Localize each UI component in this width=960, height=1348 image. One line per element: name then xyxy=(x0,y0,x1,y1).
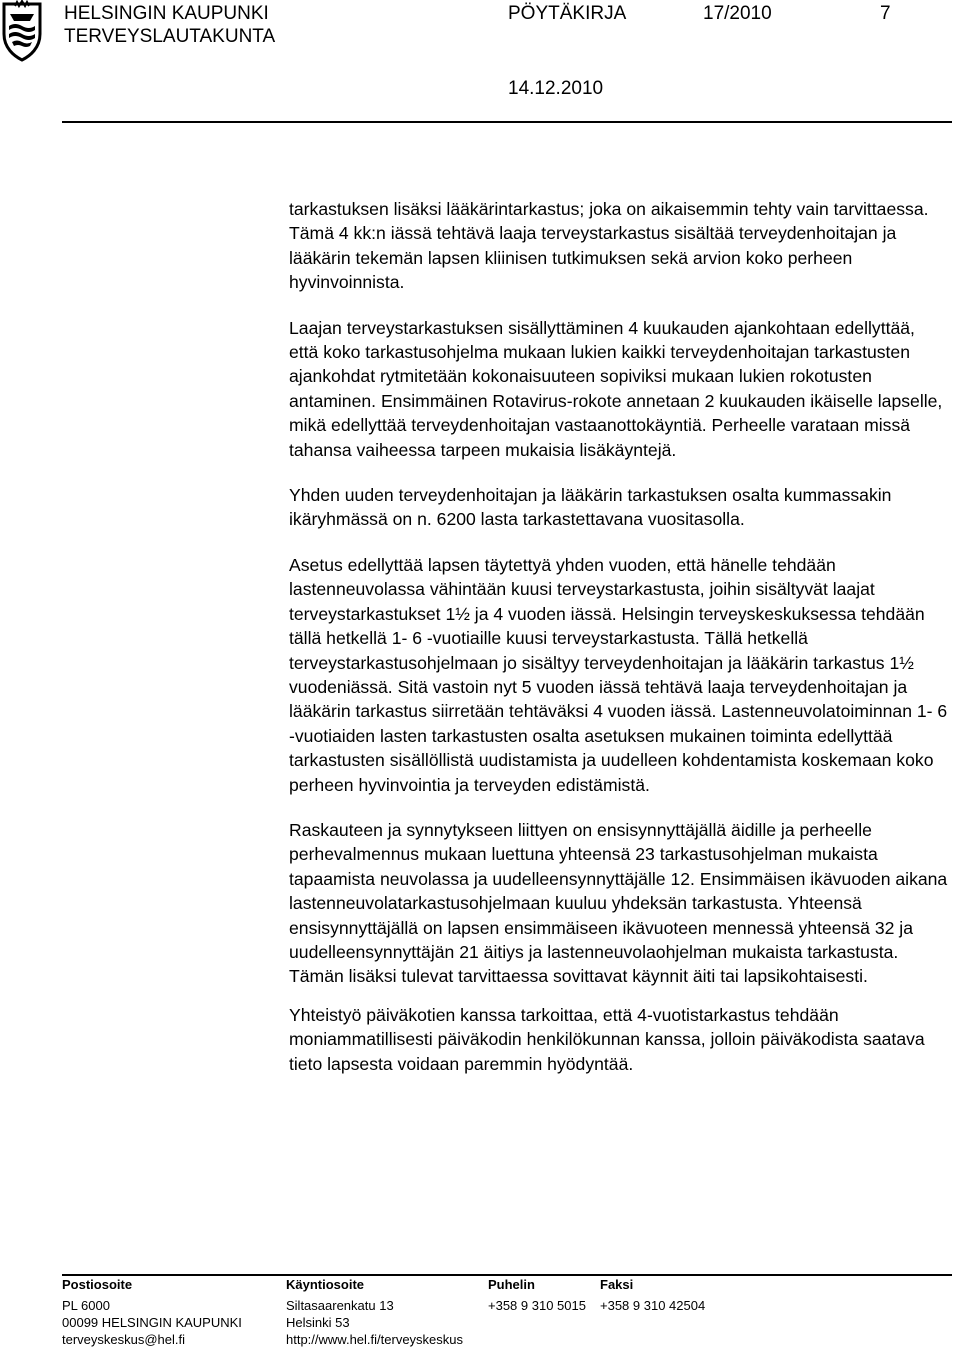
organization-name: HELSINGIN KAUPUNKI xyxy=(64,3,269,24)
footer-email: terveyskeskus@hel.fi xyxy=(62,1332,186,1347)
paragraph: tarkastuksen lisäksi lääkärintarkastus; joka on aikaisemmin tehty vain tarvittaessa. Tämä 4 kk:n iässä tehtävä laaja terveystarkastus sisältää terveydenhoitajan ja lääkärin tekemän lapsen kliinisen tutkimuksen sekä arvion koko perheen hyvinvoinnista. xyxy=(289,199,929,293)
footer-phone xyxy=(488,1276,586,1314)
department-name: TERVEYSLAUTAKUNTA xyxy=(64,26,276,47)
document-number: 17/2010 xyxy=(703,3,772,24)
paragraph: Laajan terveystarkastuksen sisällyttäminen 4 kuukauden ajankohtaan edellyttää, että koko tarkastusohjelma mukaan lukien kaikki terveydenhoitajan tarkastusten ajankohdat rytmitetään kokonaisuuteen sopiviksi mukaan lukien rokotusten antaminen. Ensimmäinen Rotavirus-rokote annetaan 2 kuukauden ikäiselle lapselle, mikä edellyttää terveydenhoitajan vastaanottokäyntiä. Perheelle varataan missä tahansa vaiheessa tarpeen mukaisia lisäkäyntejä. xyxy=(289,317,943,460)
paragraph: Yhden uuden terveydenhoitajan ja lääkärin tarkastuksen osalta kummassakin ikäryhmässä on n. 6200 lasta tarkastettavana vuositasolla. xyxy=(289,485,892,530)
document-body xyxy=(289,197,949,1097)
page-number: 7 xyxy=(880,3,891,24)
footer-line: +358 9 310 5015 xyxy=(488,1298,586,1313)
footer-heading: Faksi xyxy=(600,1277,634,1292)
footer-line: PL 6000 xyxy=(62,1298,110,1313)
footer-heading: Käyntiosoite xyxy=(286,1277,365,1292)
meeting-date: 14.12.2010 xyxy=(508,78,604,99)
footer-visiting-address xyxy=(286,1276,463,1348)
footer-line: +358 9 310 42504 xyxy=(600,1298,706,1313)
paragraph: Raskauteen ja synnytykseen liittyen on ensisynnyttäjällä äidille ja perheelle perhevalmennus mukaan luettuna yhteensä 23 tarkastusohjelman mukaista tapaamista neuvolassa ja uudelleensynnyttäjälle 12. Ensimmäisen ikävuoden aikana lastenneuvolatarkastusohjelmaan kuuluu yhdeksän tarkastusta. Yhteensä ensisynnyttäjällä on lapsen ensimmäiseen ikävuoteen mennessä yhteensä 32 ja uudelleensynnyttäjän 21 äitiys ja lastenneuvolaohjelman mukaista tarkastusta. Tämän lisäksi tulevat tarvittaessa sovittavat käynnit äiti tai lapsikohtaisesti. xyxy=(289,819,948,987)
footer-line: 00099 HELSINGIN KAUPUNKI xyxy=(62,1315,242,1330)
footer-fax xyxy=(600,1276,705,1314)
footer-website: http://www.hel.fi/terveyskeskus xyxy=(286,1332,464,1347)
footer-heading: Postiosoite xyxy=(62,1277,133,1292)
header-divider xyxy=(62,121,952,123)
document-type: PÖYTÄKIRJA xyxy=(508,3,627,24)
paragraph: Asetus edellyttää lapsen täytettyä yhden vuoden, että hänelle tehdään lastenneuvolassa vähintään kuusi terveystarkastusta, joihin sisältyvät laajat terveystarkastukset 1½ ja 4 vuoden iässä. Helsingin terveyskeskuksessa tehdään tällä hetkellä 1- 6 -vuotiaille kuusi terveystarkastusta. Tällä hetkellä terveystarkastusohjelmaan jo sisältyy terveydenhoitajan ja lääkärin tarkastus 1½ vuodeniässä. Sitä vastoin nyt 5 vuoden iässä tehtävä laaja terveydenhoitajan ja lääkärin tarkastus siirretään tehtäväksi 4 vuoden iässä. Lastenneuvolatoiminnan 1- 6 -vuotiaiden lasten tarkastusten osalta asetuksen mukainen toiminta edellyttää tarkastusten sisällöllistä uudistamista ja uudelleen kohdentamista koskemaan koko perheen hyvinvointia ja terveyden edistämistä. xyxy=(289,554,948,795)
footer-postal-address xyxy=(62,1276,242,1348)
helsinki-crest-icon xyxy=(0,0,44,62)
footer-heading: Puhelin xyxy=(488,1277,535,1292)
footer-line: Siltasaarenkatu 13 xyxy=(286,1298,394,1313)
footer-line: Helsinki 53 xyxy=(286,1315,350,1330)
paragraph: Yhteistyö päiväkotien kanssa tarkoittaa, että 4-vuotistarkastus tehdään moniammatillisesti päiväkodin henkilökunnan kanssa, jolloin päiväkodista saatava tieto lapsesta voidaan paremmin hyödyntää. xyxy=(289,1004,925,1074)
